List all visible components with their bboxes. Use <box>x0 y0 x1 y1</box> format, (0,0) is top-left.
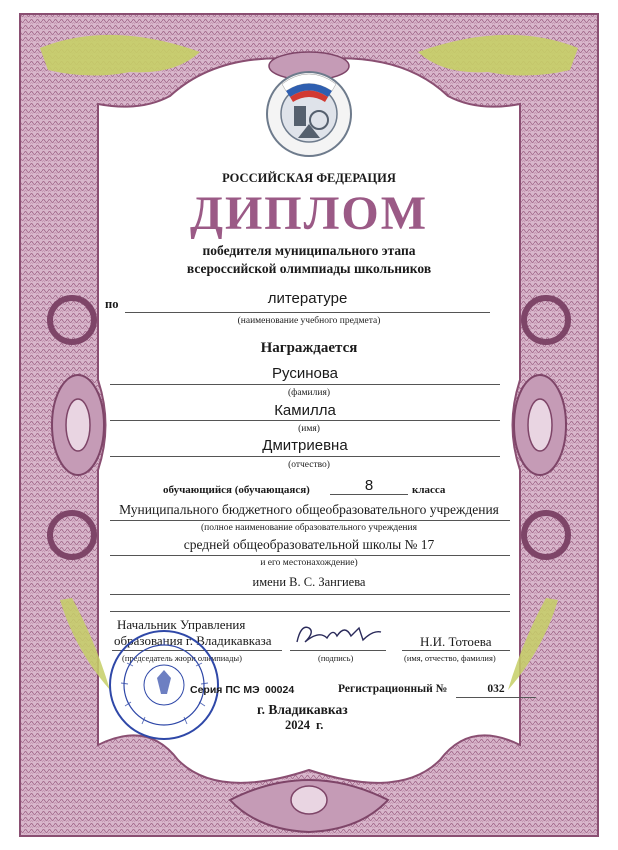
subject-prefix: по <box>105 297 119 311</box>
subject-value: литературе <box>267 290 348 307</box>
patronymic-caption: (отчество) <box>288 460 330 470</box>
name-caption: (имя) <box>298 424 320 434</box>
school-line-1: Муниципального бюджетного общеобразовательного учреждения <box>119 502 499 517</box>
grade-value: 8 <box>364 477 374 494</box>
diploma-title: ДИПЛОМ <box>189 187 429 240</box>
year: 2024 <box>285 718 310 732</box>
subject-caption: (наименование учебного предмета) <box>237 316 381 326</box>
school-underline-1 <box>110 520 510 521</box>
series-number: 00024 <box>265 684 295 696</box>
position-line-1: Начальник Управления <box>117 617 246 632</box>
signer-caption: (имя, отчество, фамилия) <box>404 653 496 663</box>
country-heading: РОССИЙСКАЯ ФЕДЕРАЦИЯ <box>222 171 396 185</box>
name-underline <box>110 420 500 421</box>
school-underline-2 <box>110 555 510 556</box>
school-caption-1: (полное наименование образовательного учреждения <box>201 523 417 533</box>
school-line-2: средней общеобразовательной школы № 17 <box>183 537 435 552</box>
series-label: Серия ПС МЭ <box>190 684 260 696</box>
subtitle-line-1: победителя муниципального этапа <box>202 243 416 258</box>
grade-underline <box>330 494 408 495</box>
subject-underline <box>125 312 490 313</box>
city: г. Владикавказ <box>257 702 348 717</box>
patronymic-underline <box>110 456 500 457</box>
handwritten-signature-icon <box>293 620 383 650</box>
signer-underline <box>402 650 510 651</box>
surname-caption: (фамилия) <box>288 388 330 398</box>
name-value: Камилла <box>274 402 336 419</box>
school-caption-2: и его местонахождение) <box>260 558 358 568</box>
registration-label: Регистрационный № <box>338 683 448 695</box>
school-underline-3 <box>110 594 510 595</box>
subtitle-line-2: всероссийской олимпиады школьников <box>186 261 432 276</box>
patronymic-value: Дмитриевна <box>262 437 348 454</box>
grade-suffix: класса <box>412 484 446 496</box>
registration-underline <box>456 697 536 698</box>
year-suffix: г. <box>316 718 324 732</box>
grade-label: обучающийся (обучающаяся) <box>163 484 310 496</box>
signer-name: Н.И. Тотоева <box>420 634 492 649</box>
position-line-2: образования г. Владикавказа <box>114 633 272 648</box>
school-underline-4 <box>110 611 510 612</box>
surname-value: Русинова <box>272 365 338 382</box>
position-caption: (председатель жюри олимпиады) <box>122 653 242 663</box>
signature-underline <box>290 650 386 651</box>
school-line-3: имени В. С. Зангиева <box>252 575 366 589</box>
awarded-label: Награждается <box>260 340 358 356</box>
surname-underline <box>110 384 500 385</box>
olympiad-emblem-icon <box>262 64 356 160</box>
signature-caption: (подпись) <box>318 653 354 663</box>
registration-number: 032 <box>487 683 505 695</box>
